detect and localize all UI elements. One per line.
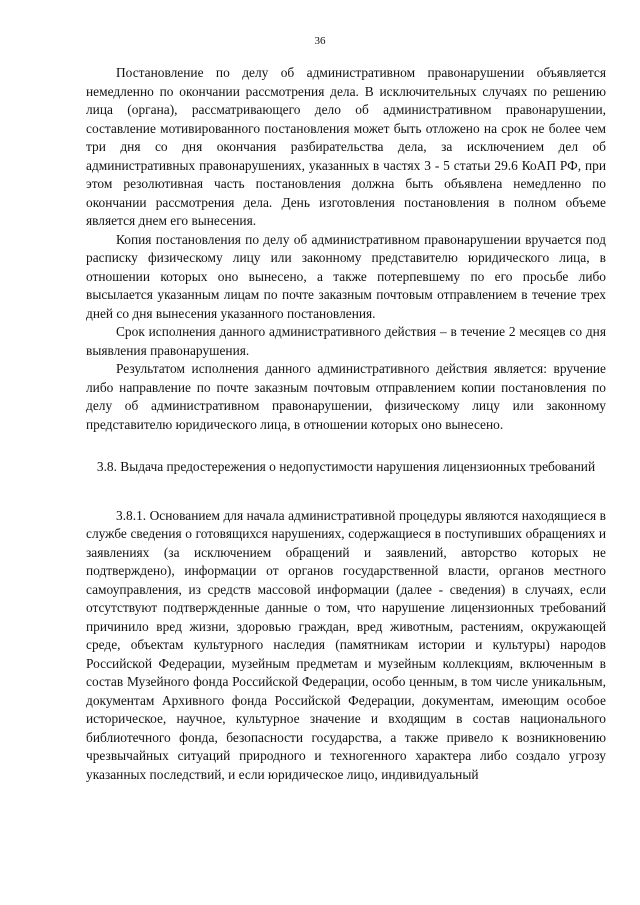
section-heading: 3.8. Выдача предостережения о недопустимости нарушения лицензионных требований [96,459,596,474]
page-content [86,64,606,784]
spacer [86,477,606,507]
page-number: 36 [314,35,326,47]
paragraph-decision-announcement: Постановление по делу об административном правонарушении объявляется немедленно по окончании рассмотрения дела. В исключительных случаях по решению лица (органа), рассматривающего дело об административном правонарушении, составление мотивированного постановления может быть отложено на срок не более чем три дня со дня окончания разбирательства дела, за исключением дел об административных правонарушениях, указанных в частях 3 - 5 статьи 29.6 КоАП РФ, при этом резолютивная часть постановления должна быть объявлена немедленно по окончании рассмотрения дела. День изготовления постановления в полном объеме является днем его вынесения. [86,65,606,228]
paragraph-decision-copy-delivery: Копия постановления по делу об административном правонарушении вручается под расписку физическому лицу или законному представителю юридического лица, в отношении которых оно вынесено, а также потерпевшему по его просьбе либо высылается указанным лицам по почте заказным почтовым отправлением в течение трех дней со дня вынесения указанного постановления. [86,231,606,321]
paragraph-action-result: Результатом исполнения данного административного действия является: вручение либо направление по почте заказным почтовым отправлением копии постановления по делу об административном правонарушении, физическому лицу или законному представителю юридического лица, в отношении которых оно вынесено. [86,361,606,432]
paragraph-procedure-basis: 3.8.1. Основанием для начала административной процедуры являются находящиеся в службе сведения о готовящихся нарушениях, содержащиеся в поступивших обращениях и заявлениях (за исключением обращений и заявлений, авторство которых не подтверждено), информации от органов государственной власти, органов местного самоуправления, из средств массовой информации (далее - сведения) в случаях, если отсутствуют подтвержденные данные о том, что нарушение лицензионных требований причинило вред жизни, здоровью граждан, вред животным, растениям, окружающей среде, объектам культурного наследия (памятникам истории и культуры) народов Российской Федерации, музейным предметам и музейным коллекциям, включенным в состав Музейного фонда Российской Федерации, особо ценным, в том числе уникальным, документам Архивного фонда Российской Федерации, документам, имеющим особое историческое, научное, культурное значение и входящим в состав национального библиотечного фонда, безопасности государства, а также привело к возникновению чрезвычайных ситуаций природного и техногенного характера либо создало угрозу указанных последствий, и если юридическое лицо, индивидуальный [86,507,606,782]
spacer [86,434,606,458]
paragraph-execution-deadline: Срок исполнения данного административного действия – в течение 2 месяцев со дня выявления правонарушения. [86,324,606,358]
